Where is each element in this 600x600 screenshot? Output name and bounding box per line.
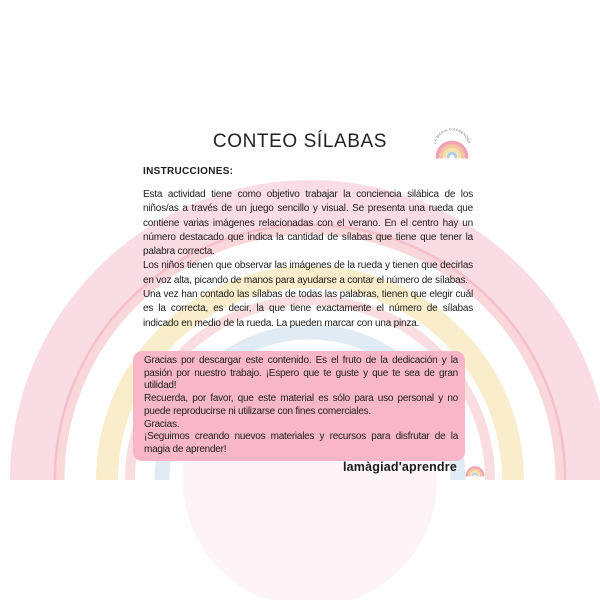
instructions-paragraph-3: Una vez han contado las sílabas de todas las palabras, tienen que elegir cuál es la correcta, es decir, la que tiene exactamente el número de sílabas indicado en medio de la rueda. La pueden marcar con una pinza. <box>143 289 473 329</box>
instructions-section <box>143 165 473 331</box>
brand-logo <box>431 124 473 169</box>
thanks-box <box>133 351 465 461</box>
instructions-label: INSTRUCCIONES: <box>143 166 234 177</box>
rainbow-logo-icon <box>431 124 473 164</box>
instructions-paragraph-1: Esta actividad tiene como objetivo trabajar la conciencia silábica de los niños/as a través de un juego sencillo y visual. Se presenta una rueda que contiene varias imágenes relacionadas con el verano. En el centro hay un número destacado que indica la cantidad de sílabas que tiene que tener la palabra correcta. <box>143 189 473 258</box>
thanks-paragraph-4: ¡Seguimos creando nuevos materiales y recursos para disfrutar de la magia de aprender! <box>144 431 458 455</box>
instructions-paragraph-2: Los niños tienen que observar las imágenes de la rueda y tienen que decirlas en voz alta, picando de manos para ayudarse a contar el número de sílabas. <box>143 260 473 286</box>
thanks-paragraph-3: Gracias. <box>144 418 180 430</box>
rainbow-footer-icon <box>463 456 487 477</box>
logo-arc-text: LA MÀGIA D'APRENDRE <box>432 127 472 145</box>
thanks-paragraph-1: Gracias por descargar este contenido. Es el fruto de la dedicación y la pasión por nuestro trabajo. ¡Espero que te guste y que te sea de gran utilidad! <box>144 355 458 392</box>
thanks-paragraph-2: Recuerda, por favor, que este material es sólo para uso personal y no puede reproducirse ni utilizarse con fines comerciales. <box>144 393 458 417</box>
page-title: CONTEO SÍLABAS <box>212 131 388 152</box>
footer <box>143 456 487 477</box>
brand-text: lamàgiad'aprendre <box>342 459 457 474</box>
